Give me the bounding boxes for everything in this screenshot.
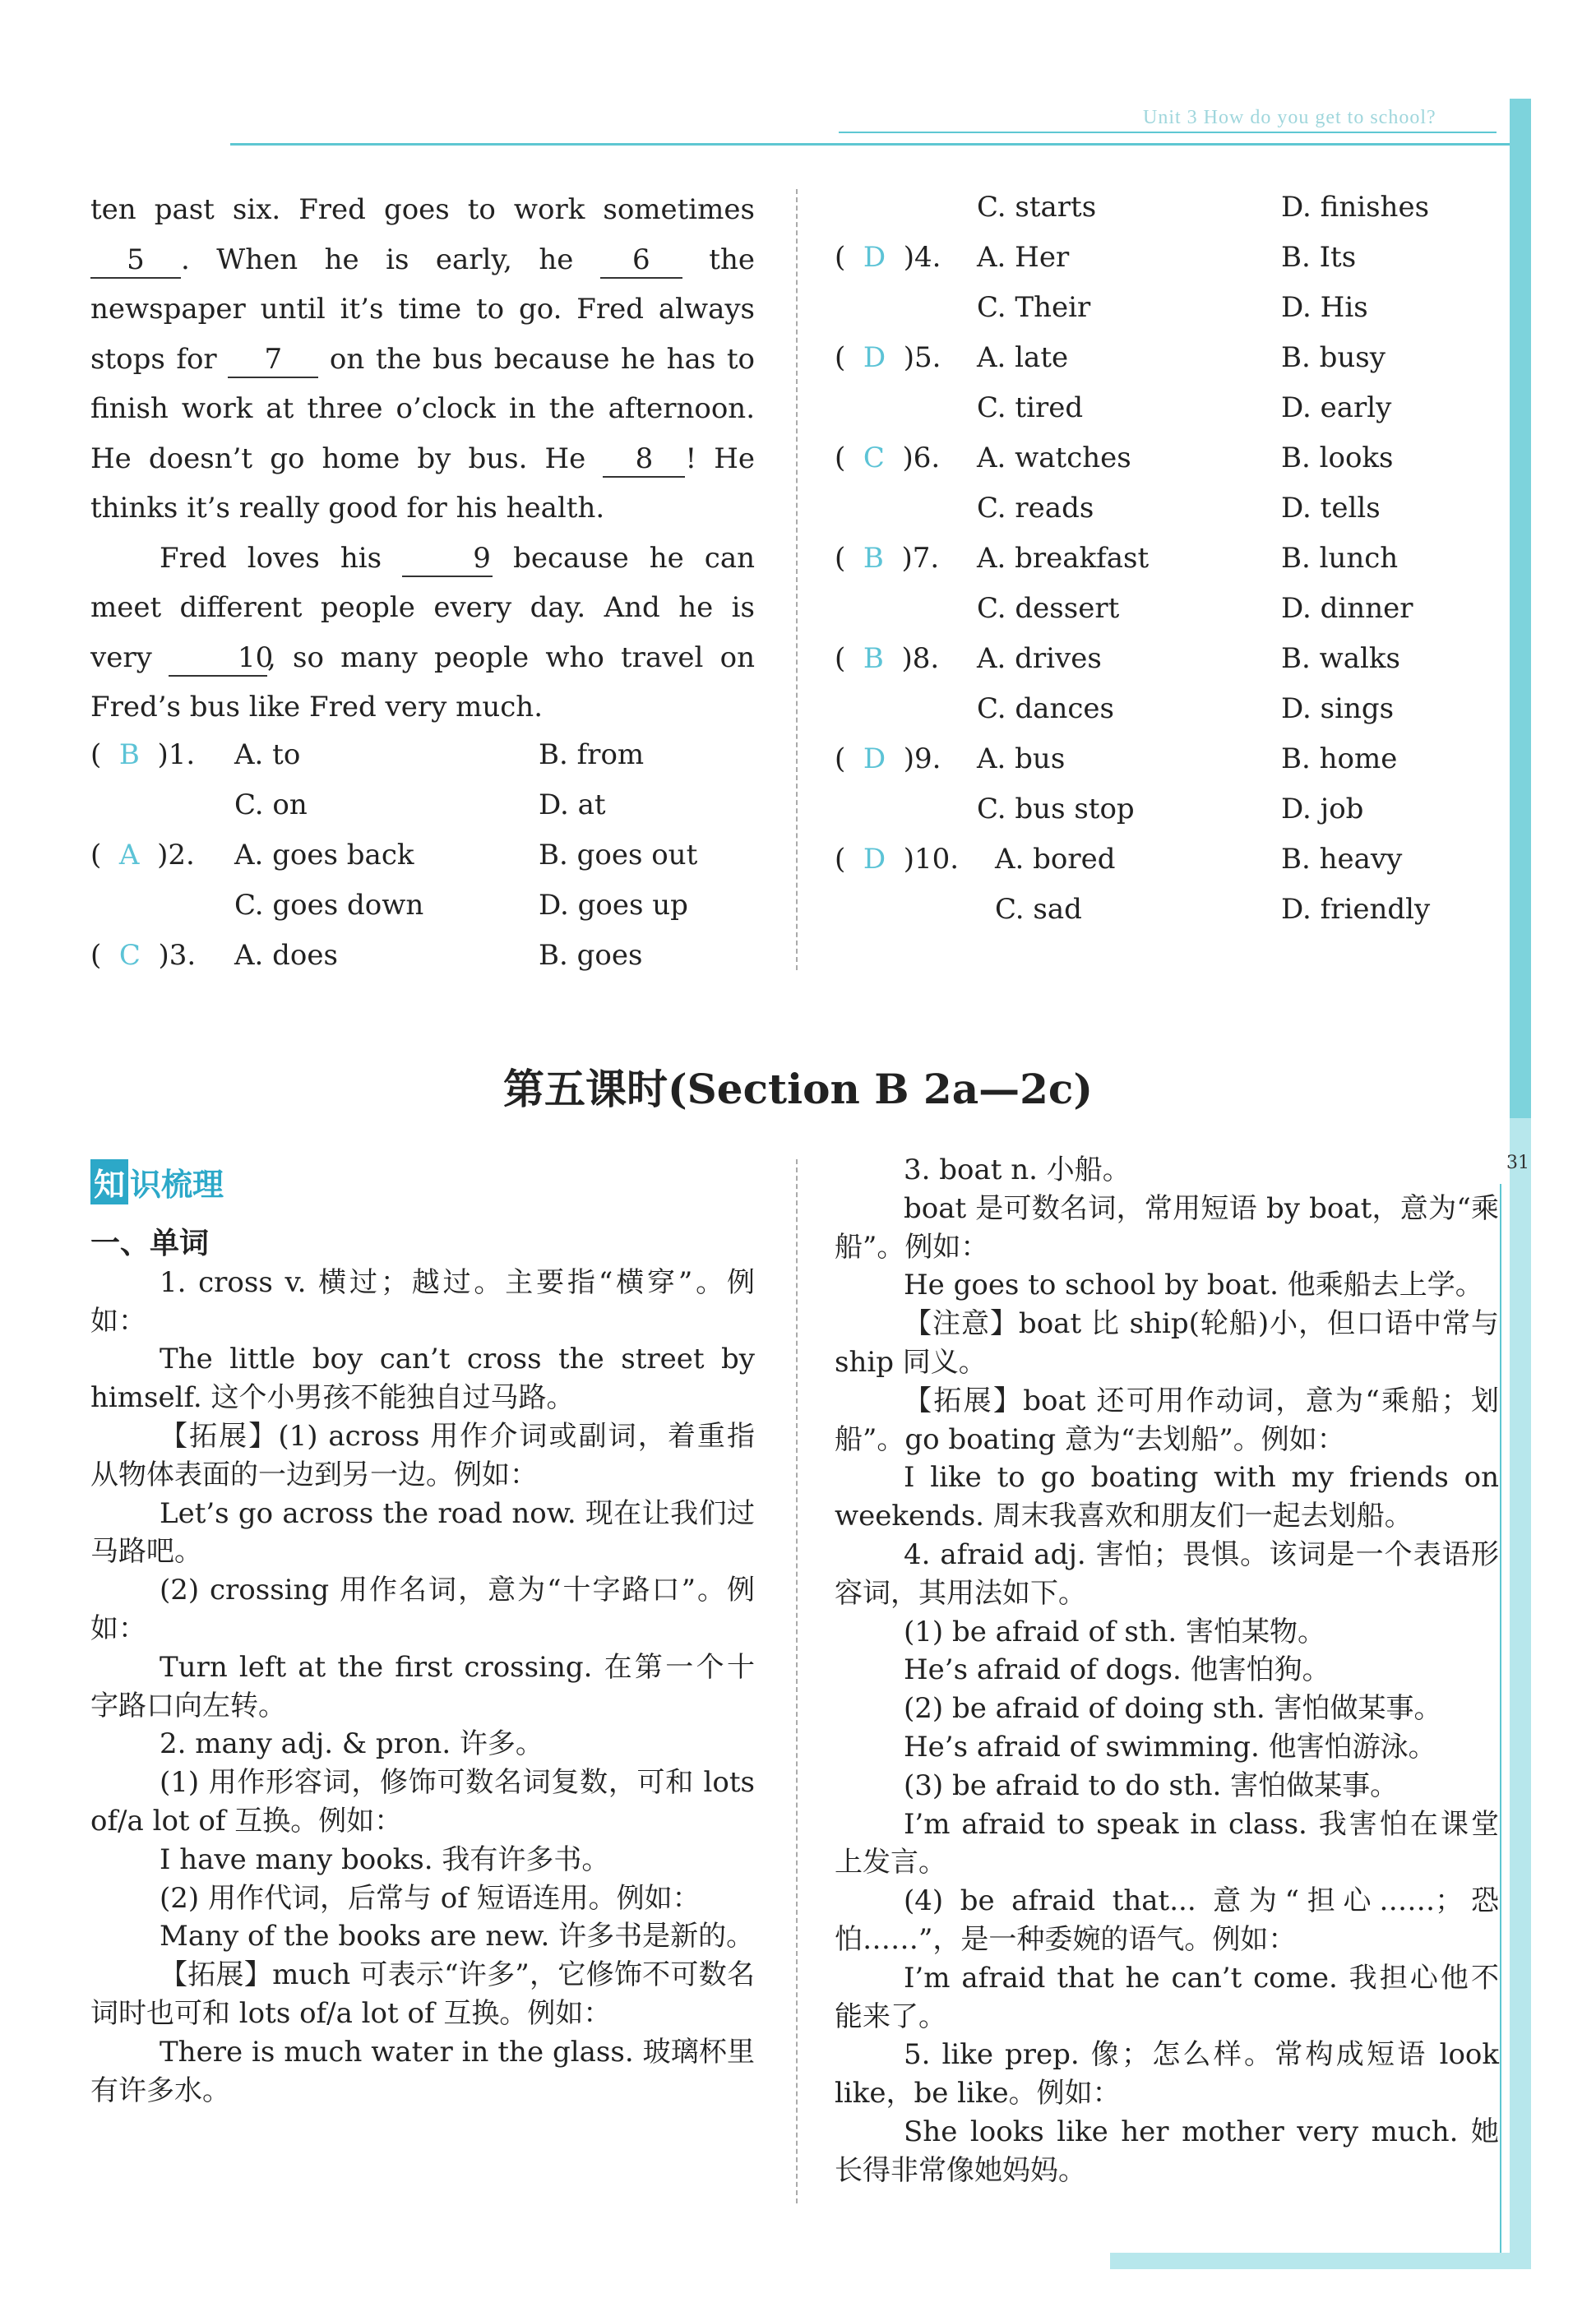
question-number: )9. <box>903 742 941 775</box>
note-paragraph: I have many books. 我有许多书。 <box>160 1842 610 1876</box>
page-number: 31 <box>1506 1153 1529 1173</box>
answer-10: D <box>863 843 886 876</box>
option-10a: A. bored <box>995 843 1116 876</box>
note-paragraph: (4) be afraid that... 意为“担心……；恐怕……”，是一种委婉的语气。例如： <box>835 1884 1499 1956</box>
question-number: )2. <box>157 839 195 871</box>
side-decoration-bar-lower <box>1510 1118 1531 2269</box>
option-8c: C. dances <box>977 692 1114 725</box>
note-paragraph: He’s afraid of swimming. 他害怕游泳。 <box>904 1730 1436 1764</box>
question-number: )6. <box>902 442 941 474</box>
passage-text: the newspaper until it’s time to go. Fred always stops for <box>90 243 755 376</box>
note-paragraph: I’m afraid to speak in class. 我害怕在课堂上发言。 <box>835 1807 1499 1879</box>
blank-5: 5 <box>90 246 181 279</box>
answer-1: B <box>118 738 140 771</box>
option-3b: B. goes <box>539 939 643 972</box>
option-4d: D. His <box>1281 291 1368 324</box>
question-7: ( B )7. <box>835 542 940 575</box>
option-6a: A. watches <box>977 442 1131 474</box>
option-2b: B. goes out <box>539 839 698 871</box>
option-10d: D. friendly <box>1281 893 1431 926</box>
side-decoration-bar <box>1510 99 1531 1118</box>
note-paragraph: (2) be afraid of doing sth. 害怕做某事。 <box>904 1692 1442 1726</box>
bottom-decoration-bar <box>1110 2253 1531 2269</box>
option-9a: A. bus <box>977 742 1066 775</box>
heading-text: 识梳理 <box>130 1167 224 1203</box>
running-title: Unit 3 How do you get to school? <box>1143 107 1436 128</box>
option-6c: C. reads <box>977 492 1094 525</box>
heading-box: 知 <box>90 1159 128 1204</box>
note-paragraph: He goes to school by boat. 他乘船去上学。 <box>904 1269 1483 1302</box>
note-paragraph: I like to go boating with my friends on weekends. 周末我喜欢和朋友们一起去划船。 <box>835 1461 1499 1533</box>
reading-passage <box>90 185 755 733</box>
option-7c: C. dessert <box>977 592 1120 625</box>
option-3d: D. finishes <box>1281 191 1430 224</box>
note-paragraph: The little boy can’t cross the street by himself. 这个小男孩不能独自过马路。 <box>90 1343 755 1415</box>
option-1b: B. from <box>539 738 645 771</box>
note-paragraph: (1) be afraid of sth. 害怕某物。 <box>904 1615 1325 1648</box>
option-10c: C. sad <box>995 893 1082 926</box>
note-paragraph: 4. afraid adj. 害怕；畏惧。该词是一个表语形容词，其用法如下。 <box>835 1537 1499 1610</box>
option-1a: A. to <box>234 738 301 771</box>
option-6b: B. looks <box>1281 442 1394 474</box>
note-paragraph: (2) 用作代词，后常与 of 短语连用。例如： <box>160 1881 701 1915</box>
option-8b: B. walks <box>1281 642 1400 675</box>
blank-8: 8 <box>603 445 685 478</box>
passage-text: . When he is early, he <box>181 243 600 276</box>
option-8a: A. drives <box>977 642 1102 675</box>
answer-4: D <box>863 241 886 274</box>
passage-text: Fred loves his <box>160 541 403 575</box>
note-paragraph: 2. many adj. & pron. 许多。 <box>160 1727 544 1761</box>
option-5a: A. late <box>977 341 1069 374</box>
column-divider-bottom <box>796 1159 798 2203</box>
question-number: )5. <box>903 341 941 374</box>
blank-7: 7 <box>228 345 318 378</box>
question-6: ( C )6. <box>835 442 941 474</box>
option-7b: B. lunch <box>1281 542 1399 575</box>
question-5: ( D )5. <box>835 341 941 374</box>
note-paragraph: Let’s go across the road now. 现在让我们过马路吧。 <box>90 1496 755 1569</box>
option-9d: D. job <box>1281 793 1364 825</box>
passage-paragraph-1 <box>90 185 755 534</box>
notes-heading: 一、单词 <box>90 1227 210 1260</box>
option-6d: D. tells <box>1281 492 1381 525</box>
note-paragraph: 【拓展】boat 还可用作动词，意为“乘船；划船”。go boating 意为“去划船”。例如： <box>835 1384 1499 1456</box>
option-5c: C. tired <box>977 391 1084 424</box>
note-paragraph: boat 是可数名词，常用短语 by boat，意为“乘船”。例如： <box>835 1191 1499 1264</box>
option-1d: D. at <box>539 788 606 821</box>
passage-paragraph-2 <box>90 534 755 733</box>
knowledge-heading <box>90 1159 224 1204</box>
question-number: )7. <box>901 542 940 575</box>
option-5b: B. busy <box>1281 341 1386 374</box>
note-paragraph: 5. like prep. 像；怎么样。常构成短语 look like，be like。例如： <box>835 2038 1499 2111</box>
column-divider-top <box>796 189 798 970</box>
option-3c: C. starts <box>977 191 1097 224</box>
header-rule <box>230 143 1513 146</box>
option-3a: A. does <box>234 939 338 972</box>
option-1c: C. on <box>234 788 308 821</box>
note-paragraph: 【注意】boat 比 ship(轮船)小，但口语中常与 ship 同义。 <box>835 1307 1499 1379</box>
note-paragraph: 1. cross v. 横过；越过。主要指“横穿”。例如： <box>90 1265 755 1338</box>
note-paragraph: (2) crossing 用作名词，意为“十字路口”。例如： <box>90 1574 755 1645</box>
option-2d: D. goes up <box>539 889 688 922</box>
note-paragraph: (3) be afraid to do sth. 害怕做某事。 <box>904 1768 1399 1802</box>
answer-6: C <box>863 442 885 474</box>
note-paragraph: She looks like her mother very much. 她长得非常像她妈妈。 <box>835 2115 1499 2187</box>
question-number: )3. <box>158 939 197 972</box>
question-number: )8. <box>901 642 940 675</box>
note-paragraph: Turn left at the first crossing. 在第一个十字路口向左转。 <box>90 1650 755 1722</box>
answer-7: B <box>863 542 884 575</box>
note-paragraph: I’m afraid that he can’t come. 我担心他不能来了。 <box>835 1961 1499 2033</box>
question-number: )10. <box>903 843 960 876</box>
option-5d: D. early <box>1281 391 1392 424</box>
option-4b: B. Its <box>1281 241 1357 274</box>
question-2: ( A )2. <box>90 839 195 871</box>
answer-2: A <box>118 839 140 871</box>
answer-3: C <box>118 939 141 972</box>
question-3: ( C )3. <box>90 939 197 972</box>
header-rule-top <box>839 132 1497 133</box>
question-number: )1. <box>157 738 196 771</box>
note-paragraph: (1) 用作形容词，修饰可数名词复数，可和 lots of/a lot of 互换。例如： <box>90 1766 755 1838</box>
note-paragraph: 【拓展】much 可表示“许多”，它修饰不可数名词时也可和 lots of/a lot of 互换。例如： <box>90 1958 755 2030</box>
option-9c: C. bus stop <box>977 793 1135 825</box>
blank-6: 6 <box>600 246 682 279</box>
question-1: ( B )1. <box>90 738 196 771</box>
passage-text: on the bus because he has to finish work at three o’clock in the afternoon. He doesn’t go home by bus. He <box>90 342 755 475</box>
question-4: ( D )4. <box>835 241 941 274</box>
passage-text: , so many people who travel on Fred’s bus like Fred very much. <box>90 640 755 724</box>
notes-right-column <box>835 1151 1499 2190</box>
option-9b: B. home <box>1281 742 1398 775</box>
question-10: ( D )10. <box>835 843 960 876</box>
note-paragraph: He’s afraid of dogs. 他害怕狗。 <box>904 1653 1330 1687</box>
question-9: ( D )9. <box>835 742 941 775</box>
option-8d: D. sings <box>1281 692 1395 725</box>
note-paragraph: Many of the books are new. 许多书是新的。 <box>160 1920 755 1953</box>
notes-left-column <box>90 1225 755 2110</box>
answer-8: B <box>863 642 884 675</box>
answer-5: D <box>863 341 886 374</box>
option-10b: B. heavy <box>1281 843 1403 876</box>
option-7a: A. breakfast <box>977 542 1150 575</box>
option-4c: C. Their <box>977 291 1091 324</box>
blank-10: 10 <box>169 644 267 677</box>
answer-9: D <box>863 742 886 775</box>
option-4a: A. Her <box>977 241 1070 274</box>
option-7d: D. dinner <box>1281 592 1413 625</box>
passage-text: ! He thinks it’s really good for his health. <box>90 442 755 525</box>
note-paragraph: 【拓展】(1) across 用作介词或副词，着重指从物体表面的一边到另一边。例如： <box>90 1419 755 1491</box>
blank-9: 9 <box>402 544 493 577</box>
option-2a: A. goes back <box>234 839 414 871</box>
section-title: 第五课时(Section B 2a—2c) <box>503 1065 1093 1113</box>
option-2c: C. goes down <box>234 889 424 922</box>
passage-text: ten past six. Fred goes to work sometimes <box>90 193 755 226</box>
side-decoration-line <box>1500 1184 1501 2253</box>
passage-text: because he can meet different people every day. And he is very <box>90 541 755 674</box>
note-paragraph: There is much water in the glass. 玻璃杯里有许多水。 <box>90 2035 755 2107</box>
question-8: ( B )8. <box>835 642 940 675</box>
question-number: )4. <box>903 241 941 274</box>
note-paragraph: 3. boat n. 小船。 <box>904 1154 1131 1186</box>
